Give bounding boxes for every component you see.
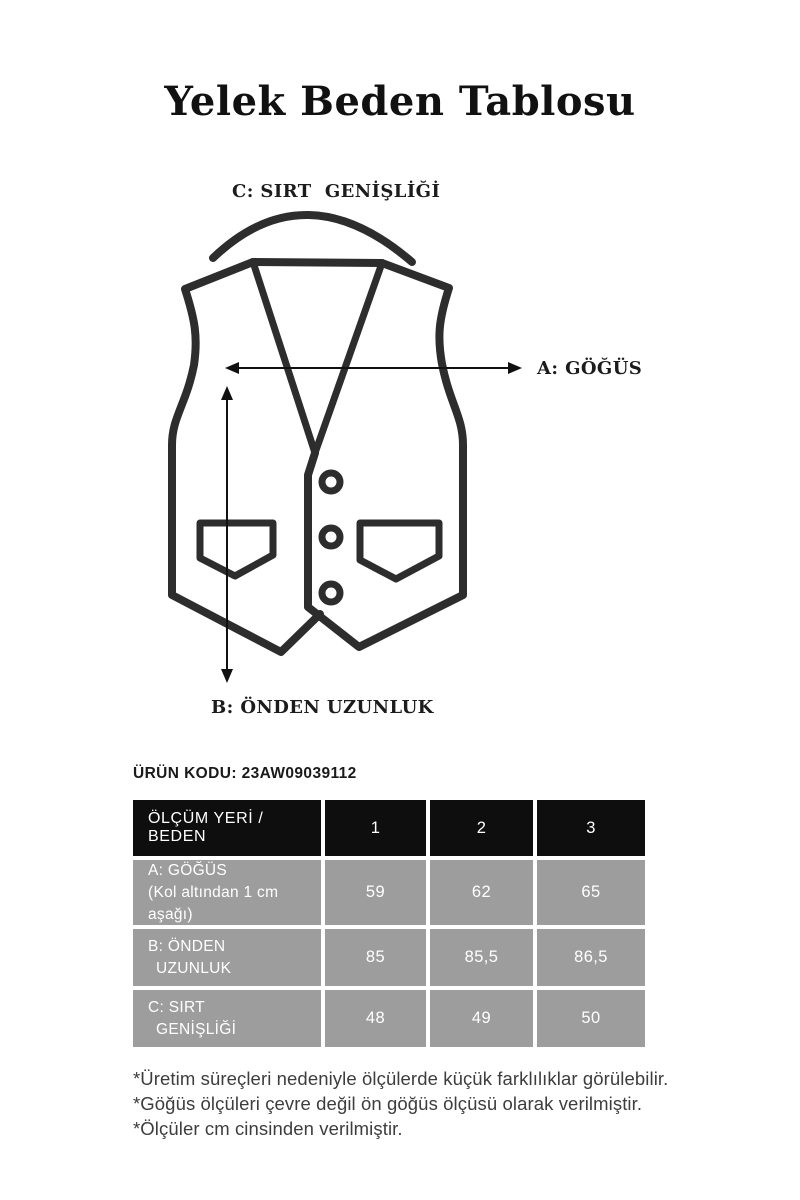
- vest-button-1: [322, 473, 340, 491]
- vest-collar-line: [253, 262, 382, 263]
- vest-left-pocket: [200, 523, 273, 576]
- vest-diagram: [140, 205, 560, 705]
- row-back-width-label-line1: C: SIRT: [148, 998, 205, 1016]
- row-chest-size-1: 59: [325, 860, 426, 925]
- vest-right-pocket: [360, 523, 439, 579]
- back-width-label: C: SIRT GENİŞLİĞİ: [232, 181, 441, 202]
- vest-right-panel: [308, 263, 463, 647]
- size-table-header-size-2: 2: [430, 800, 533, 856]
- row-back-width-size-2: 49: [430, 990, 533, 1047]
- vest-right-lapel: [315, 263, 382, 453]
- footnote-units: *Ölçüler cm cinsinden verilmiştir.: [133, 1118, 403, 1139]
- footnotes: [133, 1066, 668, 1141]
- size-table-header-measure: ÖLÇÜM YERİ / BEDEN: [133, 800, 321, 856]
- product-code: ÜRÜN KODU: 23AW09039112: [133, 765, 357, 782]
- row-back-width-label: [133, 990, 321, 1047]
- row-chest-label-line2: (Kol altından 1 cm aşağı): [148, 883, 279, 923]
- footnote-chest-measure: *Göğüs ölçüleri çevre değil ön göğüs ölçüsü olarak verilmiştir.: [133, 1093, 643, 1114]
- page-title: Yelek Beden Tablosu: [164, 78, 636, 125]
- row-chest-size-2: 62: [430, 860, 533, 925]
- chest-measure-arrow: [225, 362, 522, 374]
- size-table: [133, 800, 645, 1047]
- row-chest-size-3: 65: [537, 860, 645, 925]
- size-table-header-size-3: 3: [537, 800, 645, 856]
- vest-back-arc: [213, 215, 412, 262]
- size-table-header-size-1: 1: [325, 800, 426, 856]
- row-front-length-size-1: 85: [325, 929, 426, 986]
- row-back-width-size-3: 50: [537, 990, 645, 1047]
- front-length-measure-arrow: [221, 386, 233, 683]
- row-back-width-label-line2: GENİŞLİĞİ: [156, 1020, 237, 1038]
- row-front-length-size-3: 86,5: [537, 929, 645, 986]
- row-front-length-size-2: 85,5: [430, 929, 533, 986]
- row-back-width-size-1: 48: [325, 990, 426, 1047]
- vest-button-2: [322, 528, 340, 546]
- vest-left-lapel: [253, 262, 315, 453]
- row-front-length-label-line2: UZUNLUK: [156, 959, 232, 977]
- row-chest-label-line1: A: GÖĞÜS: [148, 861, 228, 879]
- footnote-production: *Üretim süreçleri nedeniyle ölçülerde küçük farklılıklar görülebilir.: [133, 1068, 669, 1089]
- front-length-label: B: ÖNDEN UZUNLUK: [211, 697, 434, 718]
- row-front-length-label-line1: B: ÖNDEN: [148, 937, 226, 955]
- vest-button-3: [322, 584, 340, 602]
- row-chest-label: [133, 860, 321, 925]
- row-front-length-label: [133, 929, 321, 986]
- vest-left-panel: [172, 262, 320, 652]
- chest-label: A: GÖĞÜS: [537, 358, 643, 379]
